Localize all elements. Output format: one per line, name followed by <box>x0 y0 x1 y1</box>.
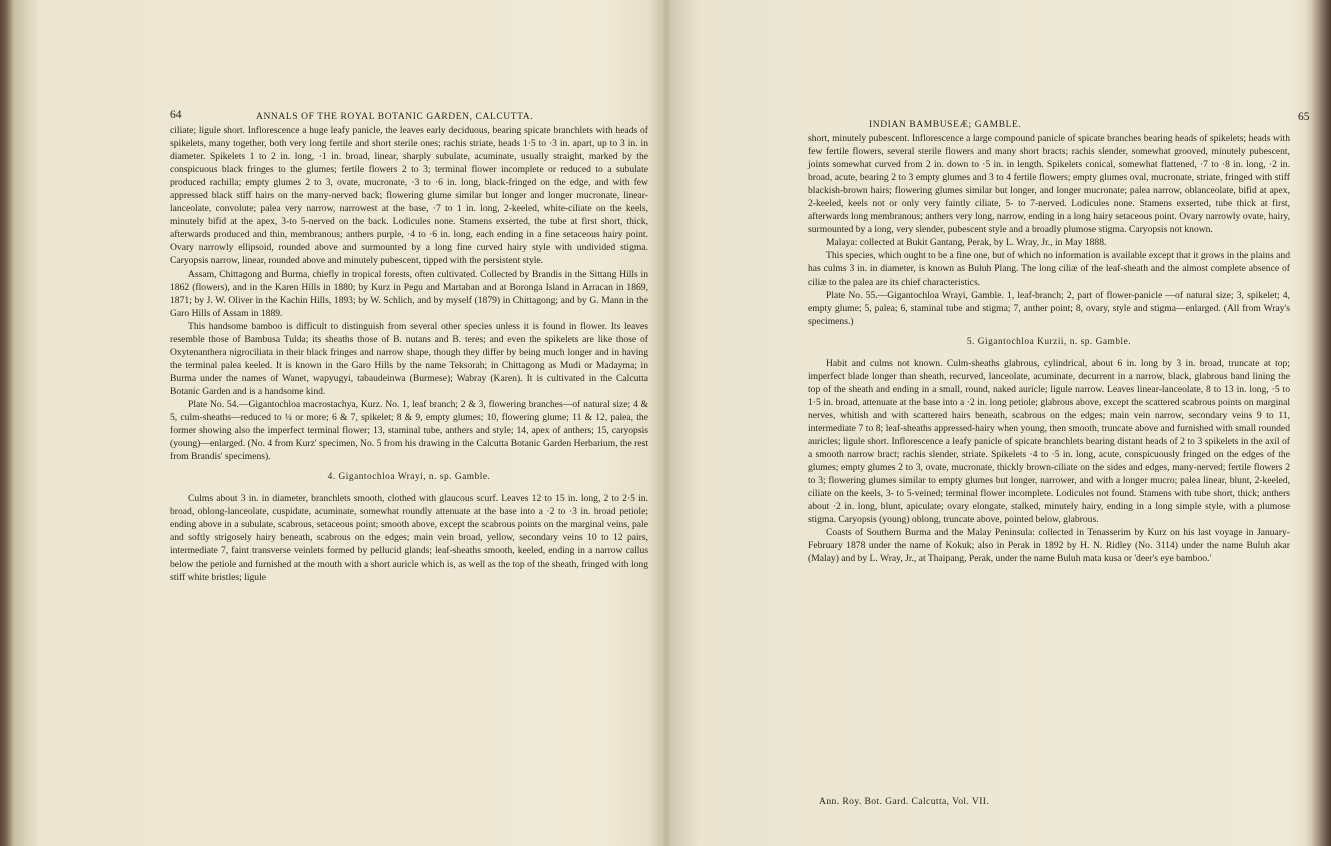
running-head: ANNALS OF THE ROYAL BOTANIC GARDEN, CALCUTTA. <box>256 112 534 122</box>
paragraph: This handsome bamboo is difficult to distinguish from several other species unless it is found in flower. Its leaves resemble those of Bambusa Tulda; its sheaths those of B. nutans and B. teres; and even the spikelets are like those of Oxytenanthera nigrociliata in their black fringes and narrow shape, though they differ by being much longer and in having the terminal palea keeled. It is known in the Garo Hills by the name Teksorah; in Chittagong as Mudi or Madayma; in Burma under the names of Wanet, wapyugyi, tabaudeinwa (Burmese); Wabray (Karen). It is cultivated in the Calcutta Botanic Garden and is a handsome kind. <box>170 320 648 397</box>
plate-caption: Plate No. 54.—Gigantochloa macrostachya, Kurz. No. 1, leaf branch; 2 & 3, flowering branches—of natural size; 4 & 5, culm-sheaths—reduced to ¼ or more; 6 & 7, spikelet; 8 & 9, empty glumes; 10, flowering glume; 11 & 12, palea, the former showing also the imperfect terminal flower; 13, staminal tube, anthers and style; 14, apex of anthers; 15, caryopsis (young)—enlarged. (No. 4 from Kurz' specimen, No. 5 from his drawing in the Calcutta Botanic Garden Herbarium, the rest from Brandis' specimens). <box>170 398 648 463</box>
running-head: INDIAN BAMBUSEÆ; GAMBLE. <box>869 120 1022 130</box>
paragraph: Coasts of Southern Burma and the Malay Peninsula: collected in Tenasserim by Kurz on his last voyage in January-February 1878 under the name of Kokuk; also in Perak in 1892 by H. N. Ridley (No. 3114) under the name Buluh akar (Malay) and by L. Wray, Jr., at Thaipang, Perak, under the name Buluh mata kusa or 'deer's eye bamboo.' <box>808 527 1290 565</box>
paragraph: Habit and culms not known. Culm-sheaths glabrous, cylindrical, about 6 in. long by 3 in. broad, truncate at top; imperfect blade longer than sheath, recurved, lanceolate, acuminate, decurrent in a narrow, black, glabrous band lining the top of the sheath and ending in a small, round, naked auricle; ligule narrow. Leaves linear-lanceolate, 8 to 13 in. long, ·5 to 1·5 in. broad, attenuate at the base into a ·2 in. long petiole; glabrous above, except the scattered scabrous points on marginal nerves, whitish and with scattered hairs beneath, scabrous on the edges; main vein narrow, secondary veins 9 to 11, intermediate 7 to 8; leaf-sheaths appressed-hairy when young, then smooth, truncate above and furnished with small rounded auricles; ligule short. Inflorescence a leafy panicle of spicate branchlets bearing distant heads of 2 to 3 spikelets in the axil of a smooth narrow bract; rachis slender, striate. Spikelets ·4 to ·5 in. long, acute, conspicuously fringed on the edges of the glumes; empty glumes 2 to 3, ovate, mucronate, thickly brown-ciliate on the sides and edges, many-nerved; fertile flowers 2 to 3; flowering glumes similar to empty glumes but longer, narrower, and with a longer mucro; palea linear, blunt, 2-keeled, ciliate on the keels, 3- to 5-veined; terminal flower incomplete. Lodicules not found. Stamens with tube short, thick; anthers about ·2 in. long, blunt, apiculate; ovary elongate, stalked, minutely hairy, ending in a long simple style, with a plumose stigma. Caryopsis (young) oblong, truncate above, pointed below, glabrous. <box>808 357 1290 526</box>
plate-caption: Plate No. 55.—Gigantochloa Wrayi, Gamble. 1, leaf-branch; 2, part of flower-panicle —of natural size; 3, spikelet; 4, empty glume; 5, palea; 6, staminal tube and stigma; 7, anther point; 8, ovary, style and stigma—enlarged. (All from Wray's specimens.) <box>808 289 1290 327</box>
species-heading: 5. Gigantochloa Kurzii, n. sp. Gamble. <box>966 336 1132 347</box>
species-heading: 4. Gigantochloa Wrayi, n. sp. Gamble. <box>327 472 491 483</box>
paragraph: Culms about 3 in. in diameter, branchlets smooth, clothed with glaucous scurf. Leaves 12 to 15 in. long, 2 to 2·5 in. broad, oblong-lanceolate, cuspidate, acuminate, somewhat roundly attenuate at the base into a ·2 to ·3 in. broad petiole; ending above in a subulate, scabrous, setaceous point; smooth above, except the scabrous points on the marginal veins, pale and softly strigosely hairy beneath, scabrous on the edges; main vein broad, yellow, secondary veins 10 to 12 pairs, intermediate 7, faint transverse veinlets formed by pellucid glands; leaf-sheaths smooth, keeled, ending in a narrow callus below the petiole and furnished at the mouth with a short auricle which is, as well as the top of the sheath, fringed with long stiff white bristles; ligule <box>170 493 648 583</box>
page-number: 64 <box>170 109 182 121</box>
left-body-text <box>170 124 648 584</box>
page-footer: Ann. Roy. Bot. Gard. Calcutta, Vol. VII. <box>819 796 990 807</box>
right-body-text <box>808 132 1290 566</box>
paragraph: short, minutely pubescent. Inflorescence a large compound panicle of spicate branches bearing heads of spikelets; heads with few fertile flowers, several sterile flowers and many short bracts; rachis slender, somewhat grooved, minutely pubescent, joints somewhat curved from 2 in. down to ·5 in. in length. Spikelets conical, somewhat flattened, ·7 to ·8 in. long, ·2 in. broad, acute, bearing 2 to 3 empty glumes and 3 to 4 fertile flowers; empty glumes oval, mucronate, striate, fringed with stiff blackish-brown hairs; flowering glumes similar but longer, and longer mucronate; palea narrow, oblanceolate, bifid at apex, 2-keeled, keels not or only very faintly ciliate, 5- to 7-nerved. Lodicules none. Stamens exserted, tube thick at first, afterwards long membranous; anthers very long, narrow, ending in a long hairy setaceous point. Ovary narrowly ovate, hairy, surmounted by a long, very slender, pubescent style and a broadly plumose stigma. Caryopsis not known. <box>808 133 1290 236</box>
paragraph: Assam, Chittagong and Burma, chiefly in tropical forests, often cultivated. Collected by Brandis in the Sittang Hills in 1862 (flowers), and in the Karen Hills in 1880; by Kurz in Pegu and Martaban and at Boronga Island in Arracan in 1869, 1871; by J. W. Oliver in the Kachin Hills, 1893; by W. Schlich, and by myself (1879) in Chittagong; and by G. Mann in the Garo Hills of Assam in 1889. <box>170 268 648 319</box>
paragraph: ciliate; ligule short. Inflorescence a huge leafy panicle, the leaves early deciduous, bearing spicate branchlets with heads of spikelets, many together, both very long fertile and short sterile ones; rachis striate, heads 1·5 to ·3 in. apart, up to 3 in. in diameter. Spikelets 1 to 2 in. long, ·1 in. broad, linear, sharply subulate, acuminate, usually straight, marked by the conspicuous black fringes to the glumes; fertile flowers 2 to 3; terminal flower incomplete or reduced to a subulate produced rachilla; empty glumes 2 to 3, ovate, mucronate, ·3 to ·6 in. long, black-fringed on the edge, and with few appressed black stiff hairs on the many-nerved back; flowering glume similar but longer and longer mucronate, linear-lanceolate, convolute; palea very narrow, narrowest at the base, ·7 to 1 in. long, 2-keeled, white-ciliate on the keels, minutely bifid at the apex, 3-to 5-nerved on the back. Lodicules none. Stamens exserted, the tube at first short, thick, afterwards produced and thin, membranous; anthers purple, ·4 to ·6 in. long, each ending in a fine setaceous hairy point. Ovary narrowly ellipsoid, rounded above and surmounted by a long fine curved hairy style with undivided stigma. Caryopsis narrow, linear, rounded above and minutely pubescent, tipped with the persistent style. <box>170 125 648 267</box>
paragraph: Malaya: collected at Bukit Gantang, Perak, by L. Wray, Jr., in May 1888. <box>826 237 1107 249</box>
page-number: 65 <box>1298 111 1310 123</box>
left-page <box>0 0 662 846</box>
right-page <box>669 0 1331 846</box>
paragraph: This species, which ought to be a fine one, but of which no information is available except that it grows in the plains and has culms 3 in. in diameter, is known as Buluh Plang. The long ciliæ of the leaf-sheath and the almost complete absence of ciliæ to the palea are its chief characteristics. <box>808 250 1290 288</box>
